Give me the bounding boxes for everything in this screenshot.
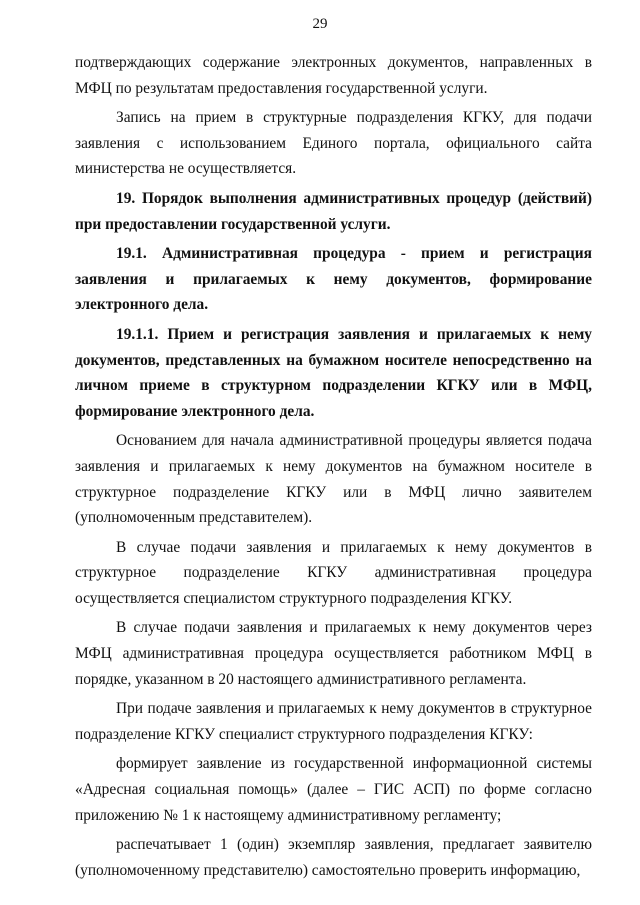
paragraph-kgku-case: В случае подачи заявления и прилагаемых к нему документов в структурное подразделение КГКУ административная процедура осуществляется специалистом структурного подразделения КГКУ. xyxy=(75,538,592,607)
document-body xyxy=(75,50,592,887)
paragraph-forms-application: формирует заявление из государственной информационной системы «Адресная социальная помощь» (далее – ГИС АСП) по форме согласно приложению № 1 к настоящему административному регламенту; xyxy=(75,755,592,824)
paragraph-specialist-duties: При подаче заявления и прилагаемых к нему документов в структурное подразделение КГКУ специалист структурного подразделения КГКУ: xyxy=(75,700,592,743)
paragraph-continuation: подтверждающих содержание электронных документов, направленных в МФЦ по результатам предоставления государственной услуги. xyxy=(75,54,592,97)
paragraph-prints-application: распечатывает 1 (один) экземпляр заявления, предлагает заявителю (уполномоченному представителю) самостоятельно проверить информацию, xyxy=(75,836,592,879)
section-heading-19-1: 19.1. Административная процедура - прием и регистрация заявления и прилагаемых к нему документов, формирование электронного дела. xyxy=(75,245,592,314)
page-number: 29 xyxy=(312,16,328,32)
section-heading-19-1-1: 19.1.1. Прием и регистрация заявления и прилагаемых к нему документов, представленных на бумажном носителе непосредственно на личном приеме в структурном подразделении КГКУ или в МФЦ, формирование электронного дела. xyxy=(75,325,592,420)
paragraph-appointment-note: Запись на прием в структурные подразделения КГКУ, для подачи заявления с использованием Единого портала, официального сайта министерства не осуществляется. xyxy=(75,109,592,178)
section-heading-19: 19. Порядок выполнения административных процедур (действий) при предоставлении государственной услуги. xyxy=(75,189,592,233)
paragraph-basis: Основанием для начала административной процедуры является подача заявления и прилагаемых к нему документов на бумажном носителе в структурное подразделение КГКУ или в МФЦ лично заявителем (уполномоченным представителем). xyxy=(75,432,592,527)
paragraph-mfc-case: В случае подачи заявления и прилагаемых к нему документов через МФЦ административная процедура осуществляется работником МФЦ в порядке, указанном в 20 настоящего административного регламента. xyxy=(75,619,592,688)
